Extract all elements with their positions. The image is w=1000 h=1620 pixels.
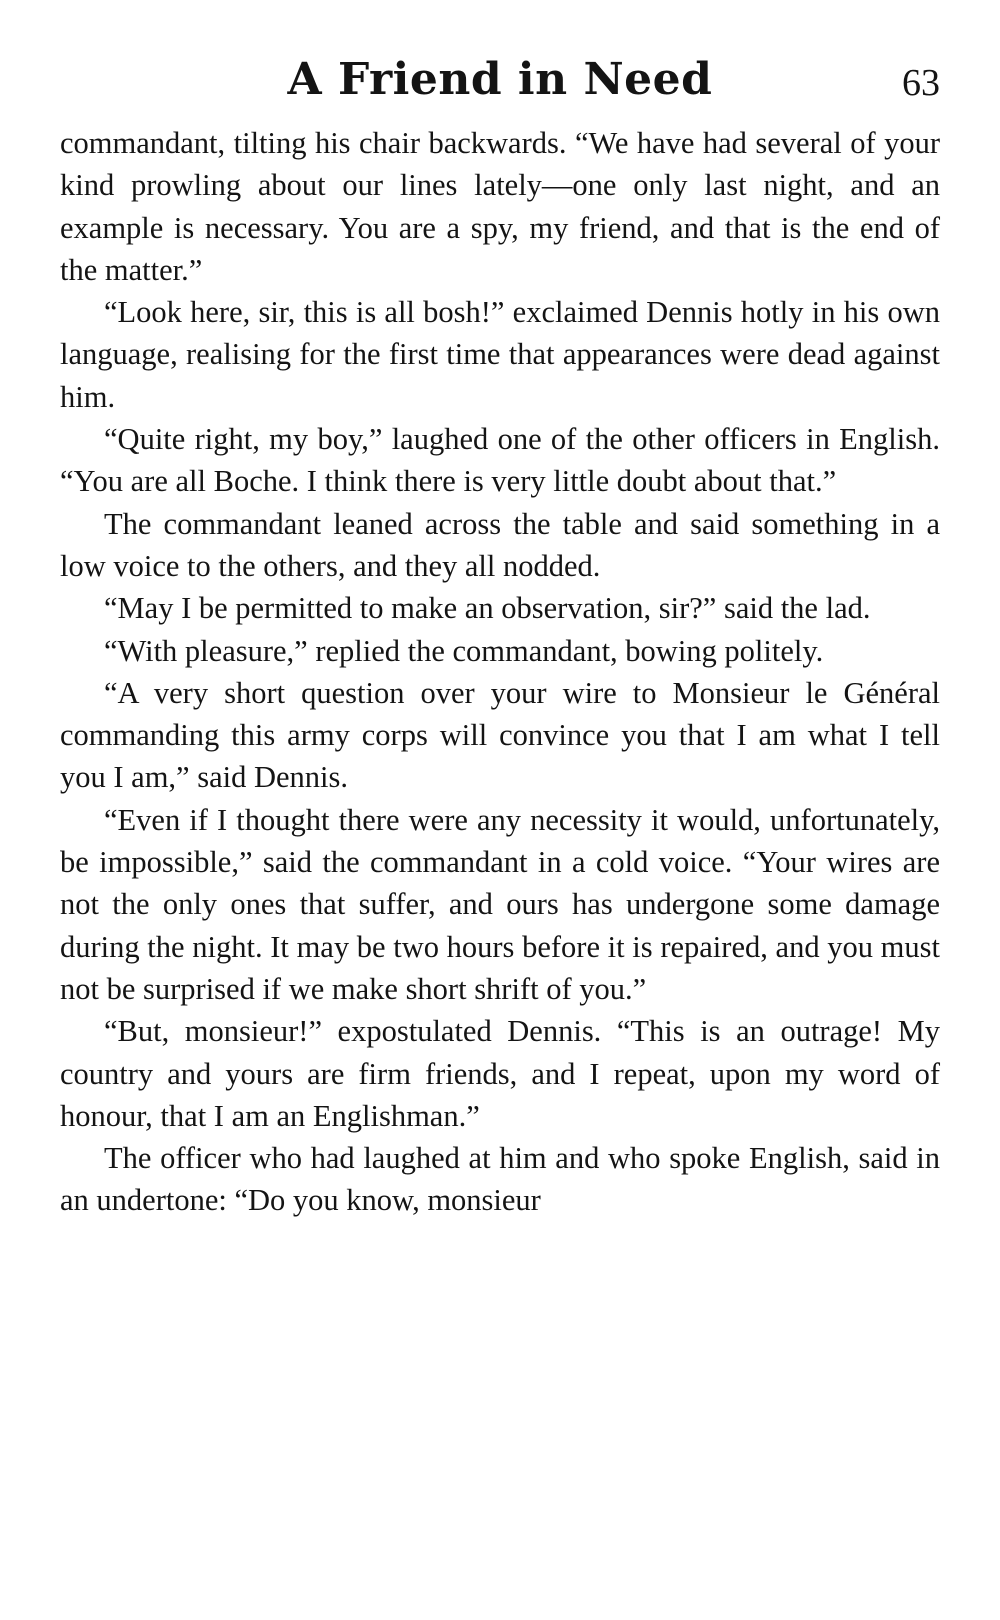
paragraph: “Look here, sir, this is all bosh!” exclaimed Dennis hotly in his own language, realising for the first time that appearances were dead against him. [60,295,940,414]
paragraph: “With pleasure,” replied the commandant, bowing politely. [104,633,824,668]
page-number: 63 [902,62,940,104]
paragraph: “Quite right, my boy,” laughed one of the other officers in English. “You are all Boche. I think there is very little doubt about that.” [60,422,940,499]
running-title: A Friend in Need [287,54,713,105]
paragraph: “But, monsieur!” expostulated Dennis. “This is an outrage! My country and yours are firm friends, and I repeat, upon my word of honour, that I am an Englishman.” [60,1014,940,1133]
body-text [60,122,940,1222]
paragraph: The commandant leaned across the table and said something in a low voice to the others, and they all nodded. [60,506,940,583]
paragraph: “Even if I thought there were any necessity it would, unfortunately, be impossible,” said the commandant in a cold voice. “Your wires are not the only ones that suffer, and ours has undergone some damage during the night. It may be two hours before it is repaired, and you must not be surprised if we make short shrift of you.” [60,802,940,1006]
running-head [60,52,940,112]
paragraph: “May I be permitted to make an observation, sir?” said the lad. [104,591,871,626]
paragraph: The officer who had laughed at him and who spoke English, said in an undertone: “Do you know, monsieur [60,1141,940,1218]
paragraph: “A very short question over your wire to Monsieur le Général commanding this army corps will convince you that I am what I tell you I am,” said Dennis. [60,675,940,795]
paragraph-continued: commandant, tilting his chair backwards. “We have had several of your kind prowling about our lines lately—one only last night, and an example is necessary. You are a spy, my friend, and that is the end of the matter.” [60,126,940,287]
